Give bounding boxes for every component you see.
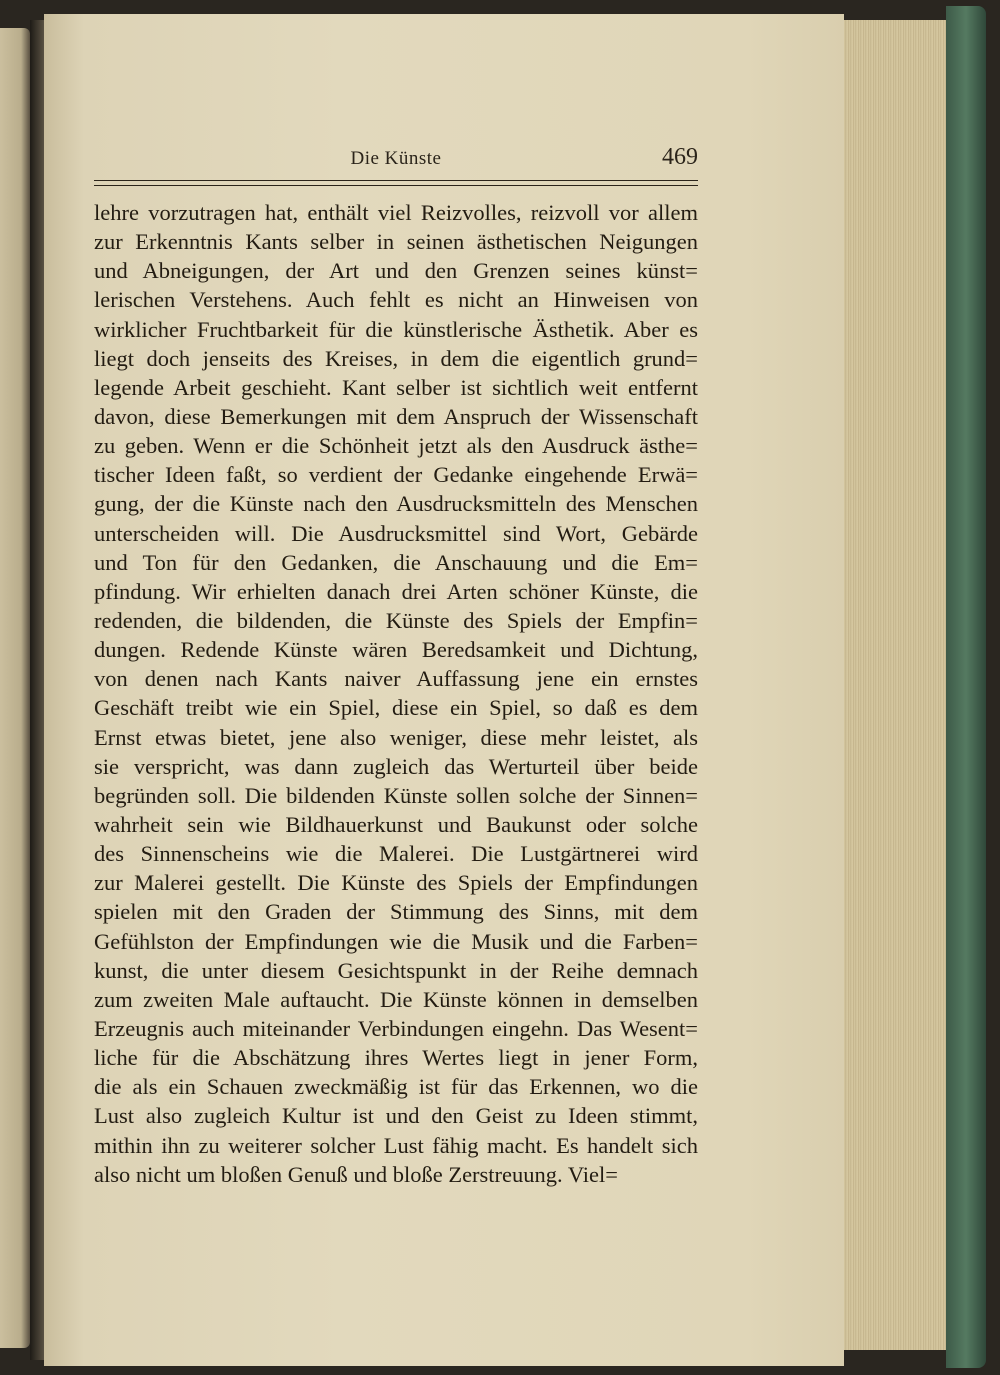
- text-line: liegt doch jenseits des Kreises, in dem die eigentlich grund=: [94, 345, 698, 371]
- body-text: [94, 198, 698, 1189]
- text-line: und Abneigungen, der Art und den Grenzen seines künst=: [94, 258, 698, 284]
- text-line: zu geben. Wenn er die Schönheit jetzt als den Ausdruck ästhe=: [94, 433, 698, 459]
- text-line: die als ein Schauen zweckmäßig ist für das Erkennen, wo die: [94, 1074, 698, 1100]
- header-rule: [94, 180, 698, 186]
- text-line: zum zweiten Male auftaucht. Die Künste können in demselben: [94, 986, 698, 1012]
- text-line: von denen nach Kants naiver Auffassung jene ein ernstes: [94, 666, 698, 692]
- text-line: lerischen Verstehens. Auch fehlt es nicht an Hinweisen von: [94, 287, 698, 313]
- text-line: begründen soll. Die bildenden Künste sollen solche der Sinnen=: [94, 782, 698, 808]
- text-line: kunst, die unter diesem Gesichtspunkt in der Reihe demnach: [94, 957, 698, 983]
- text-line: dungen. Redende Künste wären Beredsamkeit und Dichtung,: [94, 637, 698, 663]
- text-line: gung, der die Künste nach den Ausdrucksmitteln des Menschen: [94, 491, 698, 517]
- text-line: tischer Ideen faßt, so verdient der Gedanke eingehende Erwä=: [94, 462, 698, 488]
- text-line: des Sinnenscheins wie die Malerei. Die Lustgärtnerei wird: [94, 841, 698, 867]
- text-line: lehre vorzutragen hat, enthält viel Reizvolles, reizvoll vor allem: [94, 200, 698, 225]
- text-line: wirklicher Fruchtbarkeit für die künstlerische Ästhetik. Aber es: [94, 316, 698, 342]
- text-line: Lust also zugleich Kultur ist und den Geist zu Ideen stimmt,: [94, 1103, 698, 1129]
- text-line: also nicht um bloßen Genuß und bloße Zerstreuung. Viel=: [94, 1161, 618, 1187]
- text-line: Gefühlston der Empfindungen wie die Musik und die Farben=: [94, 928, 698, 954]
- text-line: redenden, die bildenden, die Künste des Spiels der Empfin=: [94, 607, 698, 633]
- text-line: pfindung. Wir erhielten danach drei Arten schöner Künste, die: [94, 578, 698, 604]
- page-header: [94, 140, 698, 180]
- text-line: mithin ihn zu weiterer solcher Lust fähig macht. Es handelt sich: [94, 1132, 698, 1158]
- text-line: Ernst etwas bietet, jene also weniger, diese mehr leistet, als: [94, 724, 698, 750]
- text-line: zur Erkenntnis Kants selber in seinen ästhetischen Neigungen: [94, 229, 698, 255]
- text-line: wahrheit sein wie Bildhauerkunst und Baukunst oder solche: [94, 811, 698, 837]
- text-line: und Ton für den Gedanken, die Anschauung und die Em=: [94, 549, 698, 575]
- running-title: Die Künste: [350, 148, 442, 169]
- page-number: 469: [662, 144, 698, 170]
- text-line: zur Malerei gestellt. Die Künste des Spiels der Empfindungen: [94, 870, 698, 896]
- book-cover: [946, 6, 986, 1368]
- text-line: Erzeugnis auch miteinander Verbindungen eingehn. Das Wesent=: [94, 1015, 698, 1041]
- text-line: spielen mit den Graden der Stimmung des Sinns, mit dem: [94, 899, 698, 925]
- text-line: unterscheiden will. Die Ausdrucksmittel sind Wort, Gebärde: [94, 520, 698, 546]
- text-line: legende Arbeit geschieht. Kant selber ist sichtlich weit entfernt: [94, 374, 698, 400]
- text-line: liche für die Abschätzung ihres Wertes liegt in jener Form,: [94, 1045, 698, 1071]
- text-line: sie verspricht, was dann zugleich das Werturteil über beide: [94, 753, 698, 779]
- text-line: davon, diese Bemerkungen mit dem Anspruch der Wissenschaft: [94, 403, 698, 429]
- text-line: Geschäft treibt wie ein Spiel, diese ein Spiel, so daß es dem: [94, 695, 698, 721]
- left-page-edge: [0, 28, 30, 1348]
- page-stack-edge: [844, 20, 948, 1350]
